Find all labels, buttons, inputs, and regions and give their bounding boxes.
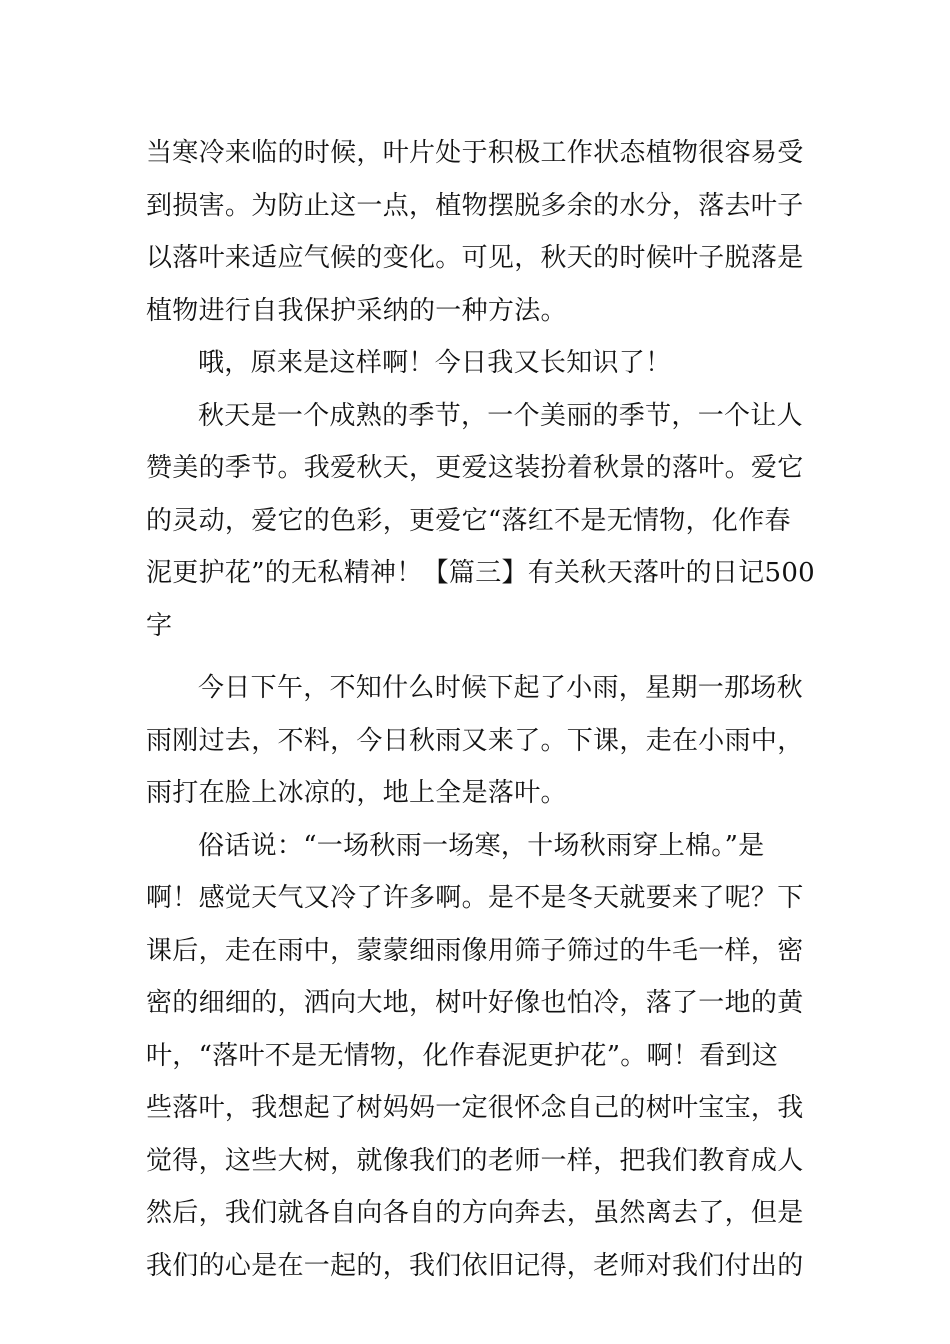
paragraph bbox=[146, 127, 808, 337]
text-line: 些落叶，我想起了树妈妈一定很怀念自己的树叶宝宝，我 bbox=[146, 1093, 804, 1123]
text-line: 泥更护花”的无私精神！【篇三】有关秋天落叶的日记500 bbox=[146, 558, 816, 588]
text-line: 课后，走在雨中，蒙蒙细雨像用筛子筛过的牛毛一样，密 bbox=[146, 935, 804, 966]
text-line: 植物进行自我保护采纳的一种方法。 bbox=[146, 295, 567, 326]
paragraph bbox=[146, 390, 816, 653]
text-line: 俗话说：“一场秋雨一场寒，十场秋雨穿上棉。”是 bbox=[198, 830, 765, 861]
text-line: 到损害。为防止这一点，植物摆脱多余的水分，落去叶子 bbox=[146, 190, 804, 221]
text-line: 今日下午，不知什么时候下起了小雨，星期一那场秋 bbox=[198, 673, 803, 703]
text-line: 字 bbox=[146, 610, 173, 641]
text-line: 雨打在脸上冰凉的，地上全是落叶。 bbox=[146, 778, 567, 808]
paragraph-gap bbox=[146, 652, 808, 662]
text-line: 我们的心是在一起的，我们依旧记得，老师对我们付出的 bbox=[146, 1250, 804, 1281]
text-line: 啊！感觉天气又冷了许多啊。是不是冬天就要来了呢？下 bbox=[146, 883, 804, 913]
text-line: 雨刚过去，不料，今日秋雨又来了。下课，走在小雨中， bbox=[146, 725, 804, 756]
text-line: 当寒冷来临的时候，叶片处于积极工作状态植物很容易受 bbox=[146, 138, 804, 168]
text-line: 然后，我们就各自向各自的方向奔去，虽然离去了，但是 bbox=[146, 1198, 804, 1228]
text-line: 秋天是一个成熟的季节，一个美丽的季节，一个让人 bbox=[198, 400, 803, 431]
text-line: 的灵动，爱它的色彩，更爱它“落红不是无情物，化作春 bbox=[146, 505, 791, 536]
paragraph bbox=[146, 820, 808, 1293]
text-line: 哦，原来是这样啊！今日我又长知识了！ bbox=[198, 348, 672, 378]
paragraph bbox=[146, 662, 808, 820]
text-line: 叶，“落叶不是无情物，化作春泥更护花”。啊！看到这 bbox=[146, 1040, 779, 1071]
text-line: 密的细细的，洒向大地，树叶好像也怕冷，落了一地的黄 bbox=[146, 988, 804, 1018]
document-body bbox=[146, 127, 816, 1292]
paragraph bbox=[146, 337, 808, 390]
text-line: 觉得，这些大树，就像我们的老师一样，把我们教育成人 bbox=[146, 1145, 804, 1176]
text-line: 赞美的季节。我爱秋天，更爱这装扮着秋景的落叶。爱它 bbox=[146, 453, 804, 483]
text-line: 以落叶来适应气候的变化。可见，秋天的时候叶子脱落是 bbox=[146, 243, 804, 273]
